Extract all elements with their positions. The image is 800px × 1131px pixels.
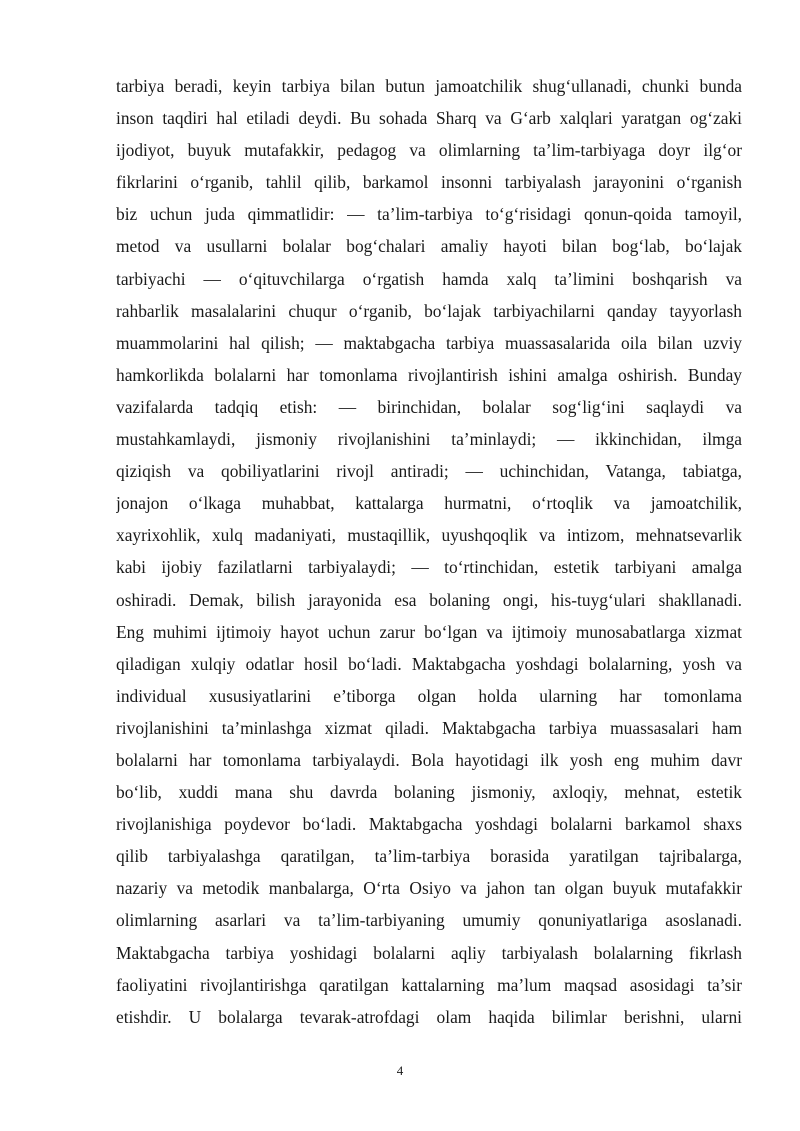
text-line: bolalarni har tomonlama tarbiyalaydi. Bola hayotidagi ilk yosh eng muhim davr (116, 749, 742, 770)
text-line: etishdir. U bolalarga tevarak-atrofdagi olam haqida bilimlar berishni, ularni (116, 1006, 742, 1027)
text-line: rahbarlik masalalarini chuqur o‘rganib, bo‘lajak tarbiyachilarni qanday tayyorlash (116, 300, 742, 321)
text-line: Eng muhimi ijtimoiy hayot uchun zarur bo‘lgan va ijtimoiy munosabatlarga xizmat (116, 621, 742, 642)
text-line: faoliyatini rivojlantirishga qaratilgan kattalarning ma’lum maqsad asosidagi ta’sir (116, 974, 742, 995)
text-line: metod va usullarni bolalar bog‘chalari amaliy hayoti bilan bog‘lab, bo‘lajak (116, 236, 742, 257)
text-line: biz uchun juda qimmatlidir: — ta’lim-tarbiya to‘g‘risidagi qonun-qoida tamoyil, (116, 204, 742, 225)
text-line: rivojlanishiga poydevor bo‘ladi. Maktabgacha yoshdagi bolalarni barkamol shaxs (116, 814, 742, 835)
text-line: mustahkamlaydi, jismoniy rivojlanishini ta’minlaydi; — ikkinchidan, ilmga (116, 429, 742, 450)
text-line: vazifalarda tadqiq etish: — birinchidan, bolalar sog‘lig‘ini saqlaydi va (116, 396, 742, 417)
text-line: ijodiyot, buyuk mutafakkir, pedagog va olimlarning ta’lim-tarbiyaga doyr ilg‘or (116, 140, 742, 161)
text-line: individual xususiyatlarini e’tiborga olgan holda ularning har tomonlama (116, 685, 742, 706)
text-line: fikrlarini o‘rganib, tahlil qilib, barkamol insonni tarbiyalash jarayonini o‘rganish (116, 172, 742, 193)
text-line: nazariy va metodik manbalarga, O‘rta Osiyo va jahon tan olgan buyuk mutafakkir (116, 878, 742, 899)
text-line: tarbiyachi — o‘qituvchilarga o‘rgatish hamda xalq ta’limini boshqarish va (116, 268, 742, 289)
text-line: olimlarning asarlari va ta’lim-tarbiyaning umumiy qonuniyatlariga asoslanadi. (116, 910, 742, 931)
text-line: inson taqdiri hal etiladi deydi. Bu sohada Sharq va G‘arb xalqlari yaratgan og‘zaki (116, 108, 742, 129)
document-body (116, 70, 742, 1033)
text-line: rivojlanishini ta’minlashga xizmat qiladi. Maktabgacha tarbiya muassasalari ham (116, 717, 742, 738)
text-line: kabi ijobiy fazilatlarni tarbiyalaydi; — to‘rtinchidan, estetik tarbiyani amalga (116, 557, 742, 578)
text-line: Maktabgacha tarbiya yoshidagi bolalarni aqliy tarbiyalash bolalarning fikrlash (116, 942, 742, 963)
text-line: qiziqish va qobiliyatlarini rivojl antiradi; — uchinchidan, Vatanga, tabiatga, (116, 461, 742, 482)
page-number: 4 (396, 1063, 404, 1078)
text-line: qiladigan xulqiy odatlar hosil bo‘ladi. Maktabgacha yoshdagi bolalarning, yosh va (116, 653, 742, 674)
text-line: tarbiya beradi, keyin tarbiya bilan butun jamoatchilik shug‘ullanadi, chunki bunda (116, 76, 742, 96)
text-line: jonajon o‘lkaga muhabbat, kattalarga hurmatni, o‘rtoqlik va jamoatchilik, (116, 493, 742, 514)
text-line: qilib tarbiyalashga qaratilgan, ta’lim-tarbiya borasida yaratilgan tajribalarga, (116, 846, 742, 867)
text-line: bo‘lib, xuddi mana shu davrda bolaning jismoniy, axloqiy, mehnat, estetik (116, 782, 742, 803)
text-line: muammolarini hal qilish; — maktabgacha tarbiya muassasalarida oila bilan uzviy (116, 332, 742, 353)
text-line: oshiradi. Demak, bilish jarayonida esa bolaning ongi, his-tuyg‘ulari shakllanadi. (116, 589, 742, 610)
text-line: hamkorlikda bolalarni har tomonlama rivojlantirish ishini amalga oshirish. Bunday (116, 364, 742, 385)
text-line: xayrixohlik, xulq madaniyati, mustaqillik, uyushqoqlik va intizom, mehnatsevarlik (116, 525, 742, 546)
